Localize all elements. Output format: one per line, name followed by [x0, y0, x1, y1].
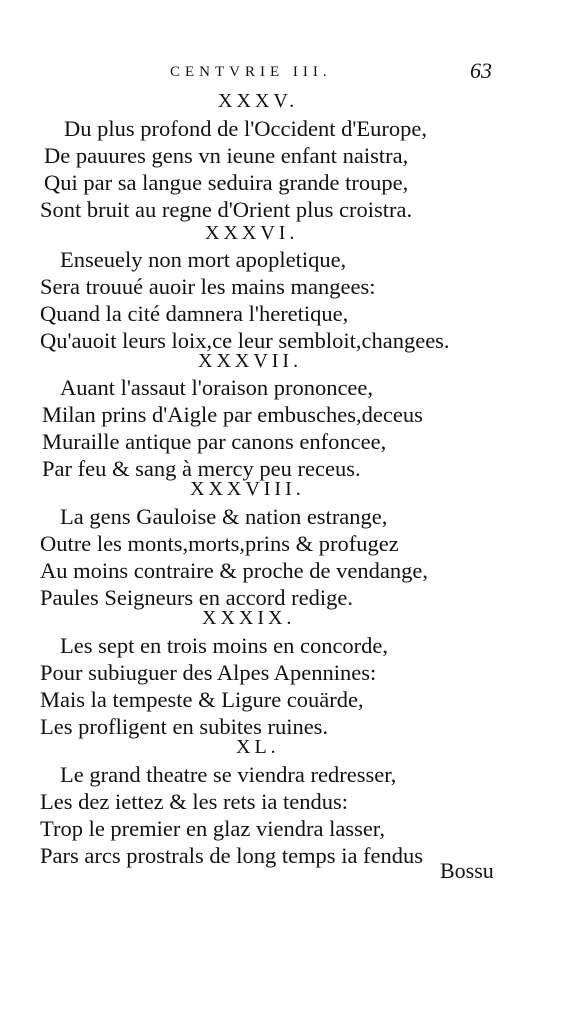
verse-line: Qu'auoit leurs loix,ce leur sembloit,changees. [40, 328, 450, 353]
verse-line: Milan prins d'Aigle par embusches,deceus [42, 402, 423, 427]
verse-line: Le grand theatre se viendra redresser, [60, 762, 397, 787]
verse-line: Muraille antique par canons enfoncee, [42, 429, 387, 454]
verse-line: Paules Seigneurs en accord redige. [40, 585, 354, 610]
verse-line: Qui par sa langue seduira grande troupe, [44, 170, 409, 195]
verse-line: Enseuely non mort apopletique, [60, 247, 347, 272]
page-number: 63 [470, 58, 492, 83]
verse-line: Les sept en trois moins en concorde, [60, 633, 389, 658]
running-head: CENTVRIE III. [170, 64, 332, 80]
quatrain-numeral: XL. [236, 736, 280, 758]
verse-line: De pauures gens vn ieune enfant naistra, [44, 143, 409, 168]
verse-line: Outre les monts,morts,prins & profugez [40, 531, 399, 556]
verse-line: Sont bruit au regne d'Orient plus croistra. [40, 197, 413, 222]
quatrain-numeral: XXXVI. [205, 222, 299, 244]
verse-line: Pars arcs prostrals de long temps ia fendus [40, 843, 424, 868]
quatrain-numeral: XXXVII. [198, 350, 303, 372]
verse-line: Mais la tempeste & Ligure couärde, [40, 687, 364, 712]
verse-line: Les dez iettez & les rets ia tendus: [40, 789, 349, 814]
verse-line: La gens Gauloise & nation estrange, [60, 504, 388, 529]
verse-line: Du plus profond de l'Occident d'Europe, [64, 116, 428, 141]
verse-line: Pour subiuguer des Alpes Apennines: [40, 660, 377, 685]
quatrain-numeral: XXXIX. [202, 607, 296, 629]
quatrain-numeral: XXXV. [218, 90, 299, 112]
verse-line: Auant l'assaut l'oraison prononcee, [60, 375, 374, 400]
catchword: Bossu [440, 858, 494, 883]
verse-line: Sera trouué auoir les mains mangees: [40, 274, 376, 299]
quatrain-numeral: XXXVIII. [190, 478, 305, 500]
verse-line: Au moins contraire & proche de vendange, [40, 558, 428, 583]
verse-line: Les profligent en subites ruines. [40, 714, 329, 739]
verse-line: Par feu & sang à mercy peu receus. [42, 456, 361, 481]
verse-line: Quand la cité damnera l'heretique, [40, 301, 349, 326]
verse-line: Trop le premier en glaz viendra lasser, [40, 816, 386, 841]
